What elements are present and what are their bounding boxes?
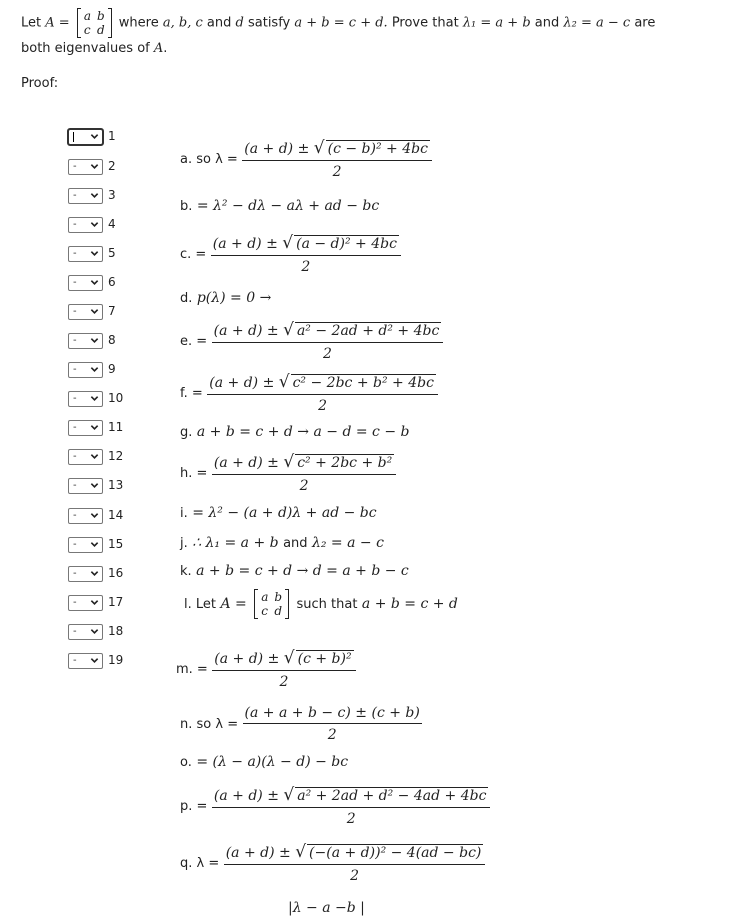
numerator: (a + d) ± [213, 323, 279, 339]
denominator: 2 [346, 811, 356, 827]
matrix-a [77, 9, 112, 37]
step-number: 16 [108, 566, 124, 580]
step-expression: ∴ λ₁ = a + b [192, 535, 279, 551]
fraction [242, 138, 432, 180]
step-order-select[interactable] [68, 449, 103, 465]
select-value: - [73, 480, 77, 491]
chevron-down-icon [90, 249, 99, 258]
matrix-cell: c [83, 23, 91, 37]
step-number: 3 [108, 188, 116, 202]
numerator: (a + d) ± [244, 141, 310, 157]
matrix-cell: a [261, 590, 269, 604]
sqrt-sign: √ [283, 320, 294, 340]
radicand: c² + 2bc + b² [297, 455, 393, 471]
numerator: (a + d) ± [214, 651, 280, 667]
fraction [212, 320, 444, 362]
step-order-select[interactable] [68, 188, 103, 204]
step-order-select[interactable] [68, 333, 103, 349]
step-number: 2 [108, 159, 116, 173]
matrix-cell: c [261, 604, 268, 618]
fraction [211, 233, 401, 275]
step-a [180, 138, 432, 180]
chevron-down-icon [90, 365, 99, 374]
step-order-select[interactable] [68, 129, 103, 145]
step-text: such that [296, 597, 358, 612]
select-value: - [73, 161, 77, 172]
step-order-select[interactable] [68, 624, 103, 640]
question-text: satisfy [247, 15, 291, 31]
chevron-down-icon [90, 511, 99, 520]
denominator: 2 [279, 674, 289, 690]
step-g [180, 424, 409, 440]
select-value: - [73, 597, 77, 608]
chevron-down-icon [90, 656, 99, 665]
select-value: - [73, 451, 77, 462]
numerator: (a + a + b − c) ± (c + b) [243, 705, 422, 724]
step-number: 8 [108, 333, 116, 347]
step-label: f. = [180, 386, 203, 401]
step-number: 9 [108, 362, 116, 376]
math-A: A [153, 41, 164, 56]
step-order-select[interactable] [68, 217, 103, 233]
radicand: (−(a + d))² − 4(ad − bc) [309, 845, 482, 861]
chevron-down-icon [90, 307, 99, 316]
denominator: 2 [327, 727, 337, 743]
fraction [243, 705, 422, 743]
step-label: j. [180, 536, 188, 551]
step-order-select[interactable] [68, 595, 103, 611]
numerator: (a + d) ± [225, 845, 291, 861]
denominator: 2 [318, 398, 328, 414]
step-order-select[interactable] [68, 653, 103, 669]
step-number: 13 [108, 478, 124, 492]
step-order-select[interactable] [68, 246, 103, 262]
select-value: - [73, 422, 77, 433]
step-number: 15 [108, 537, 124, 551]
select-value: - [73, 190, 77, 201]
step-order-select[interactable] [68, 566, 103, 582]
chevron-down-icon [90, 336, 99, 345]
chevron-down-icon [90, 191, 99, 200]
select-value: - [73, 335, 77, 346]
step-label: b. [180, 199, 193, 214]
step-label: g. [180, 425, 193, 440]
step-number: 10 [108, 391, 124, 405]
select-value: - [73, 393, 77, 404]
step-r-partial: |λ − a −b | [288, 900, 365, 916]
chevron-down-icon [90, 132, 99, 141]
step-expression: = (λ − a)(λ − d) − bc [196, 754, 349, 770]
math-a-eq: A = [220, 596, 247, 612]
step-b [180, 198, 379, 214]
chevron-down-icon [90, 394, 99, 403]
fraction [212, 452, 396, 494]
sqrt-sign: √ [313, 138, 325, 158]
math-lambda1: λ₁ = a + b [462, 15, 531, 31]
text-cursor [73, 132, 74, 142]
step-label: m. = [176, 662, 208, 677]
step-label: i. [180, 506, 188, 521]
step-h [180, 452, 396, 494]
sqrt-sign: √ [282, 233, 294, 253]
step-l [184, 590, 458, 618]
chevron-down-icon [90, 452, 99, 461]
radicand: (c + b)² [297, 651, 352, 667]
math-condition: a + b = c + d. [294, 15, 388, 31]
proof-label: Proof: [21, 76, 59, 91]
step-number: 7 [108, 304, 116, 318]
step-k [180, 563, 409, 579]
step-n [180, 705, 422, 743]
step-order-select[interactable] [68, 478, 103, 494]
chevron-down-icon [90, 598, 99, 607]
select-value: - [73, 539, 77, 550]
radicand: (c − b)² + 4bc [327, 141, 428, 157]
radicand: a² − 2ad + d² + 4bc [296, 323, 440, 339]
step-label: h. = [180, 466, 208, 481]
step-order-select[interactable] [68, 391, 103, 407]
fraction [207, 372, 438, 414]
question-text: both eigenvalues of [21, 41, 150, 56]
step-number: 17 [108, 595, 124, 609]
question-text: are [634, 15, 656, 31]
denominator: 2 [299, 478, 309, 494]
question-line-1 [21, 9, 655, 37]
step-o [180, 754, 348, 770]
step-order-select[interactable] [68, 159, 103, 175]
math-vars: a, b, c [162, 15, 203, 31]
matrix-cell: b [96, 9, 105, 23]
sqrt-sign: √ [295, 842, 307, 862]
step-expression: = λ² − dλ − aλ + ad − bc [196, 198, 380, 214]
fraction [212, 785, 491, 827]
step-expression: λ₂ = a − c [312, 535, 384, 551]
math-lambda2: λ₂ = a − c [563, 15, 631, 31]
step-expression: = λ² − (a + d)λ + ad − bc [192, 505, 377, 521]
denominator: 2 [332, 164, 342, 180]
matrix-cell: d [274, 604, 283, 618]
step-m [176, 648, 356, 690]
step-j [180, 535, 384, 551]
select-value: - [73, 626, 77, 637]
chevron-down-icon [90, 540, 99, 549]
step-label: d. [180, 291, 193, 306]
step-q [180, 842, 485, 884]
step-label: n. so λ = [180, 717, 239, 732]
step-order-select[interactable] [68, 275, 103, 291]
fraction [224, 842, 486, 884]
radicand: (a − d)² + 4bc [296, 236, 397, 252]
sqrt-sign: √ [283, 648, 295, 668]
step-number: 4 [108, 217, 116, 231]
step-expression: a + b = c + d → a − d = c − b [196, 424, 410, 440]
fraction [212, 648, 355, 690]
matrix-cell: b [274, 590, 283, 604]
step-p [180, 785, 490, 827]
denominator: 2 [301, 259, 311, 275]
numerator: (a + d) ± [209, 375, 275, 391]
question-text: and [534, 15, 560, 31]
numerator: (a + d) ± [213, 455, 279, 471]
sqrt-sign: √ [278, 372, 290, 392]
question-line-2 [21, 41, 167, 56]
step-order-select[interactable] [68, 537, 103, 553]
numerator: (a + d) ± [212, 236, 278, 252]
question-text: Prove that [391, 15, 459, 31]
step-number: 6 [108, 275, 116, 289]
select-value: - [73, 277, 77, 288]
step-expression: p(λ) = 0 → [196, 290, 272, 306]
question-text: and [206, 15, 232, 31]
select-value: - [73, 219, 77, 230]
step-number: 11 [108, 420, 124, 434]
select-value: - [73, 364, 77, 375]
select-value: - [73, 568, 77, 579]
select-value: - [73, 248, 77, 259]
step-order-select[interactable] [68, 362, 103, 378]
matrix-cell: d [96, 23, 105, 37]
step-order-select[interactable] [68, 304, 103, 320]
matrix-cell: a [83, 9, 91, 23]
matrix-a [254, 590, 289, 618]
step-label: q. λ = [180, 856, 220, 871]
step-order-select[interactable] [68, 508, 103, 524]
numerator: (a + d) ± [213, 788, 279, 804]
step-number: 19 [108, 653, 124, 667]
sqrt-sign: √ [283, 452, 295, 472]
question-text: where [118, 15, 159, 31]
radicand: a² + 2ad + d² − 4ad + 4bc [297, 788, 487, 804]
chevron-down-icon [90, 278, 99, 287]
chevron-down-icon [90, 220, 99, 229]
step-number: 14 [108, 508, 124, 522]
step-label: p. = [180, 799, 208, 814]
math-d: d [235, 15, 244, 31]
step-expression: a + b = c + d → d = a + b − c [196, 563, 409, 579]
sqrt-sign: √ [283, 785, 295, 805]
step-c [180, 233, 401, 275]
chevron-down-icon [90, 481, 99, 490]
step-label: a. so λ = [180, 152, 238, 167]
question-text: Let [21, 15, 42, 31]
radicand: c² − 2bc + b² + 4bc [292, 375, 434, 391]
select-value: - [73, 510, 77, 521]
question-text: . [163, 41, 168, 56]
step-order-select[interactable] [68, 420, 103, 436]
step-d [180, 290, 271, 306]
step-label: o. [180, 755, 192, 770]
chevron-down-icon [90, 627, 99, 636]
denominator: 2 [350, 868, 359, 884]
step-label: k. [180, 564, 192, 579]
chevron-down-icon [90, 423, 99, 432]
step-i [180, 505, 377, 521]
step-number: 5 [108, 246, 116, 260]
step-f [180, 372, 438, 414]
step-expression: a + b = c + d [361, 596, 458, 612]
step-label: l. Let [184, 597, 216, 612]
math-a-eq: A = [45, 15, 70, 31]
step-e [180, 320, 443, 362]
denominator: 2 [323, 346, 332, 362]
select-value: - [73, 655, 77, 666]
chevron-down-icon [90, 162, 99, 171]
step-text: and [283, 536, 308, 551]
chevron-down-icon [90, 569, 99, 578]
step-number: 1 [108, 129, 116, 143]
select-value: - [73, 306, 77, 317]
step-label: e. = [180, 334, 208, 349]
step-number: 18 [108, 624, 124, 638]
step-number: 12 [108, 449, 124, 463]
step-label: c. = [180, 247, 207, 262]
